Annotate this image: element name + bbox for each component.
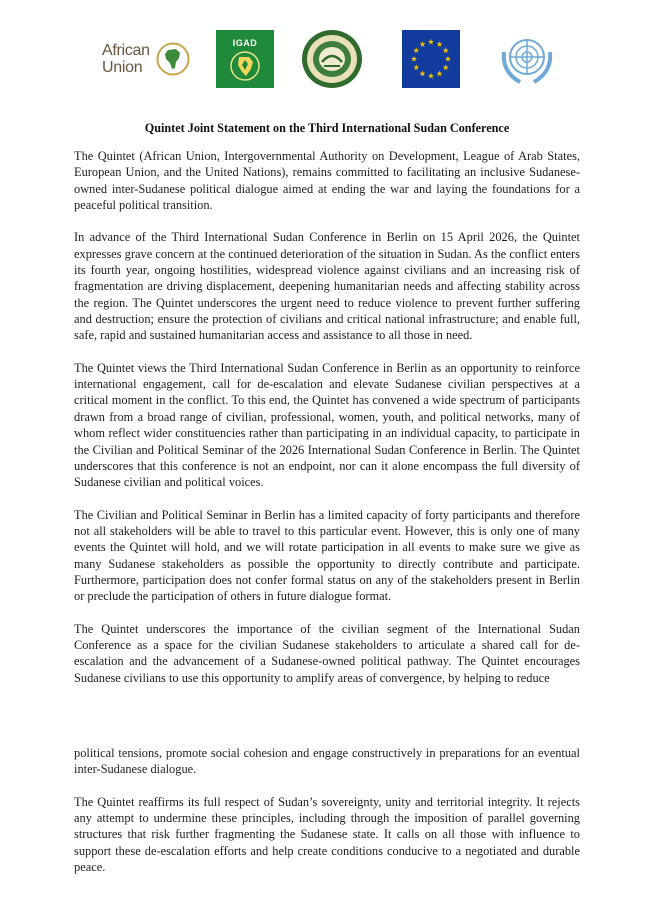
african-union-logo (98, 28, 194, 88)
igad-logo (216, 30, 274, 88)
paragraph-5: The Quintet underscores the importance of the civilian segment of the International Sudan Conference as a space for the civilian Sudanese stakeholders to articulate a shared call for de-escalation and the advancement of a Sudanese-owned political pathway. The Quintet encourages Sudanese civilians to use this opportunity to amplify areas of convergence, by helping to reduce (74, 621, 580, 685)
eu-star (443, 47, 449, 53)
document-title: Quintet Joint Statement on the Third International Sudan Conference (144, 121, 510, 135)
statement-continuation (74, 745, 580, 891)
eu-stars-icon (402, 30, 460, 88)
paragraph-3: The Quintet views the Third International Sudan Conference in Berlin as an opportunity to reinforce international engagement, call for de-escalation and elevate Sudanese civilian perspectives at a critical moment in the conflict. To this end, the Quintet has convened a wide spectrum of participants drawn from a broad range of civilian, professional, women, youth, and political networks, many of whom reflect wider constituencies rather than participating in an individual capacity, to participate in the Civilian and Political Seminar of the 2026 International Sudan Conference in Berlin. The Quintet underscores that this conference is not an endpoint, nor can it alone encompass the full diversity of Sudanese civilian and political voices. (74, 360, 580, 490)
eu-star (413, 47, 419, 53)
africa-map-icon (156, 42, 190, 76)
eu-star (419, 71, 425, 77)
un-logo (496, 28, 558, 88)
au-word-1: African (102, 42, 150, 59)
paragraph-1: The Quintet (African Union, Intergovernmental Authority on Development, League of Arab States, European Union, and the United Nations), remains committed to facilitating an inclusive Sudanese-owned inter-Sudanese political dialogue aimed at ending the war and laying the foundations for a peaceful political transition. (74, 149, 580, 213)
igad-map-icon (229, 50, 261, 82)
statement-body (74, 120, 580, 686)
logo-bar (0, 28, 651, 92)
eu-star (443, 64, 449, 70)
eu-star (411, 56, 417, 62)
arab-league-logo (300, 28, 364, 88)
arab-league-emblem-icon (300, 28, 364, 90)
african-union-wordmark (102, 42, 150, 76)
paragraph-2: In advance of the Third International Sudan Conference in Berlin on 15 April 2026, the Quintet expresses grave concern at the continued deterioration of the situation in Sudan. As the conflict enters its fourth year, ongoing hostilities, widespread violence against civilians and an increasing risk of fragmentation are driving displacement, deepening humanitarian needs and affecting stability across the region. The Quintet underscores the urgent need to reduce violence to prevent further suffering and destruction; ensure the protection of civilians and critical national infrastructure; and enable full, safe, rapid and sustained humanitarian access and assistance to all those in need. (74, 230, 580, 343)
paragraph-5-continued: political tensions, promote social cohesion and engage constructively in preparations for an eventual inter-Sudanese dialogue. (74, 746, 580, 777)
eu-star (445, 56, 451, 62)
eu-star (413, 64, 419, 70)
eu-star (436, 71, 442, 77)
eu-flag-logo (402, 30, 460, 88)
igad-label: IGAD (232, 38, 258, 48)
paragraph-6: The Quintet reaffirms its full respect of Sudan’s sovereignty, unity and territorial integrity. It rejects any attempt to undermine these principles, including through the imposition of parallel governing structures that risk further fragmenting the Sudanese state. It calls on all those with influence to support these de-escalation efforts and help create conditions conducive to a negotiated and durable peace. (74, 794, 580, 875)
eu-star (436, 41, 442, 47)
au-word-2: Union (102, 59, 143, 76)
paragraph-4: The Civilian and Political Seminar in Berlin has a limited capacity of forty participants and therefore not all stakeholders will be able to travel to this particular event. However, this is only one of many events the Quintet will hold, and we will rotate participation in all events to make sure we give as many Sudanese stakeholders as possible the opportunity to directly contribute and participate. Furthermore, participation does not confer formal status on any of the stakeholders present in Berlin or preclude the participation of others in future dialogue format. (74, 507, 580, 604)
eu-star (428, 39, 434, 45)
eu-star (419, 41, 425, 47)
eu-star (428, 73, 434, 79)
un-emblem-icon (496, 28, 558, 90)
